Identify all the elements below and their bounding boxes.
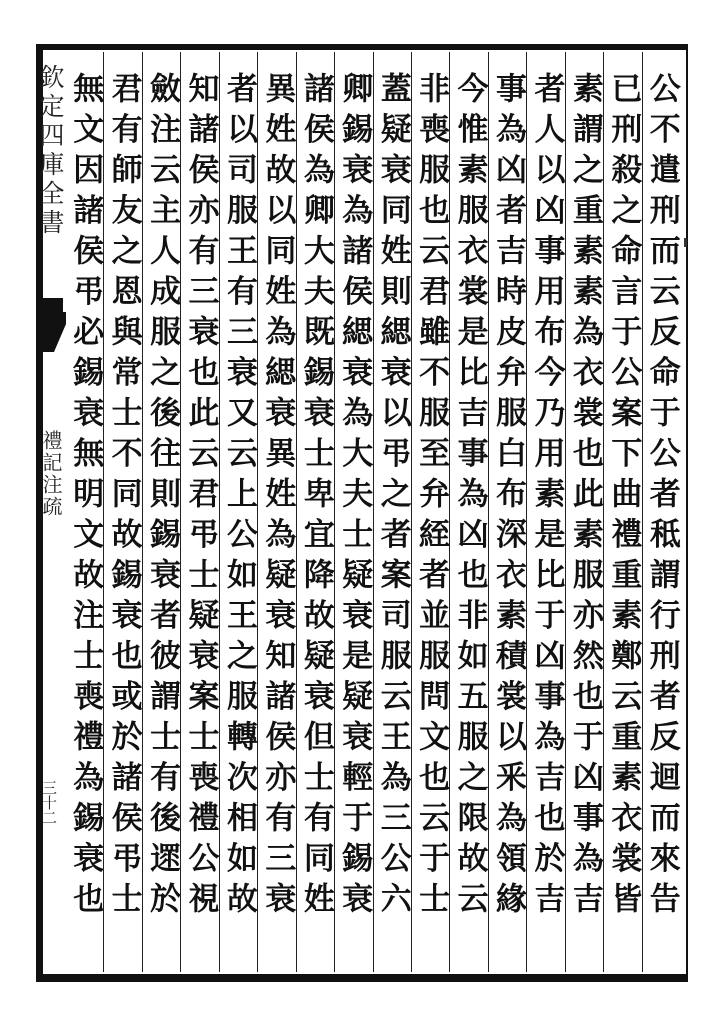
column-text: 卿錫衰為諸侯緦衰為大夫士疑衰是疑衰輕于錫衰 xyxy=(336,72,373,923)
text-column xyxy=(66,52,103,972)
text-column xyxy=(142,52,180,972)
text-column xyxy=(103,52,141,972)
column-text: 已刑殺之命言于公案下曲禮重素鄭云重素衣裳皆 xyxy=(605,72,642,923)
text-column xyxy=(296,52,334,972)
text-column xyxy=(565,52,603,972)
fishtail-bar xyxy=(37,298,63,314)
text-column xyxy=(488,52,526,972)
text-column xyxy=(180,52,218,972)
column-text: 素謂之重素素為衣裳也此素服亦然也于凶事為吉 xyxy=(566,72,603,923)
column-text: 非喪服也云君雖不服至弁絰者並服問文也云于士 xyxy=(413,72,450,923)
text-column xyxy=(603,52,641,972)
column-text: 諸侯為卿大夫既錫衰士卑宜降故疑衰但士有同姓 xyxy=(297,72,334,923)
column-text: 知諸侯亦有三衰也此云君弔士疑衰案士喪禮公視 xyxy=(182,72,219,923)
column-text: 君有師友之恩與常士不同故錫衰也或於諸侯弔士 xyxy=(105,72,142,923)
column-text: 今惟素服衣裳是比吉事為凶也非如五服之限故云 xyxy=(451,72,488,923)
column-text: 異姓故以同姓為緦衰異姓為疑衰知諸侯亦有三衰 xyxy=(259,72,296,923)
text-columns xyxy=(66,52,680,972)
column-text: 蓋疑衰同姓則緦衰以弔之者案司服云王為三公六 xyxy=(374,72,411,923)
text-column xyxy=(526,52,564,972)
text-column xyxy=(642,52,680,972)
column-text: 者人以凶事用布今乃用素是比于凶事為吉也於吉 xyxy=(528,72,565,923)
column-text: 者以司服王有三衰又云上公如王之服轉次相如故 xyxy=(220,72,257,923)
column-text: 事為凶者吉時皮弁服白布深衣素積裳以釆為領緣 xyxy=(490,72,527,923)
text-column xyxy=(219,52,257,972)
column-text: 公不遣刑而云反命于公者秪謂行刑者反迴而來告 xyxy=(643,72,680,923)
text-column xyxy=(334,52,372,972)
column-text: 斂注云主人成服之後往則錫衰者彼謂士有後遝於 xyxy=(144,72,181,923)
text-column xyxy=(373,52,411,972)
book-title: 禮記注疏 xyxy=(39,430,63,518)
collection-title: 欽定四庫全書 xyxy=(36,64,65,238)
column-text: 無文因諸侯弔必錫衰無明文故注士喪禮為錫衰也 xyxy=(67,72,104,923)
page-number: 三十二 xyxy=(40,780,58,825)
text-column xyxy=(257,52,295,972)
scan-speck xyxy=(684,238,687,247)
text-column xyxy=(411,52,449,972)
text-column xyxy=(449,52,487,972)
